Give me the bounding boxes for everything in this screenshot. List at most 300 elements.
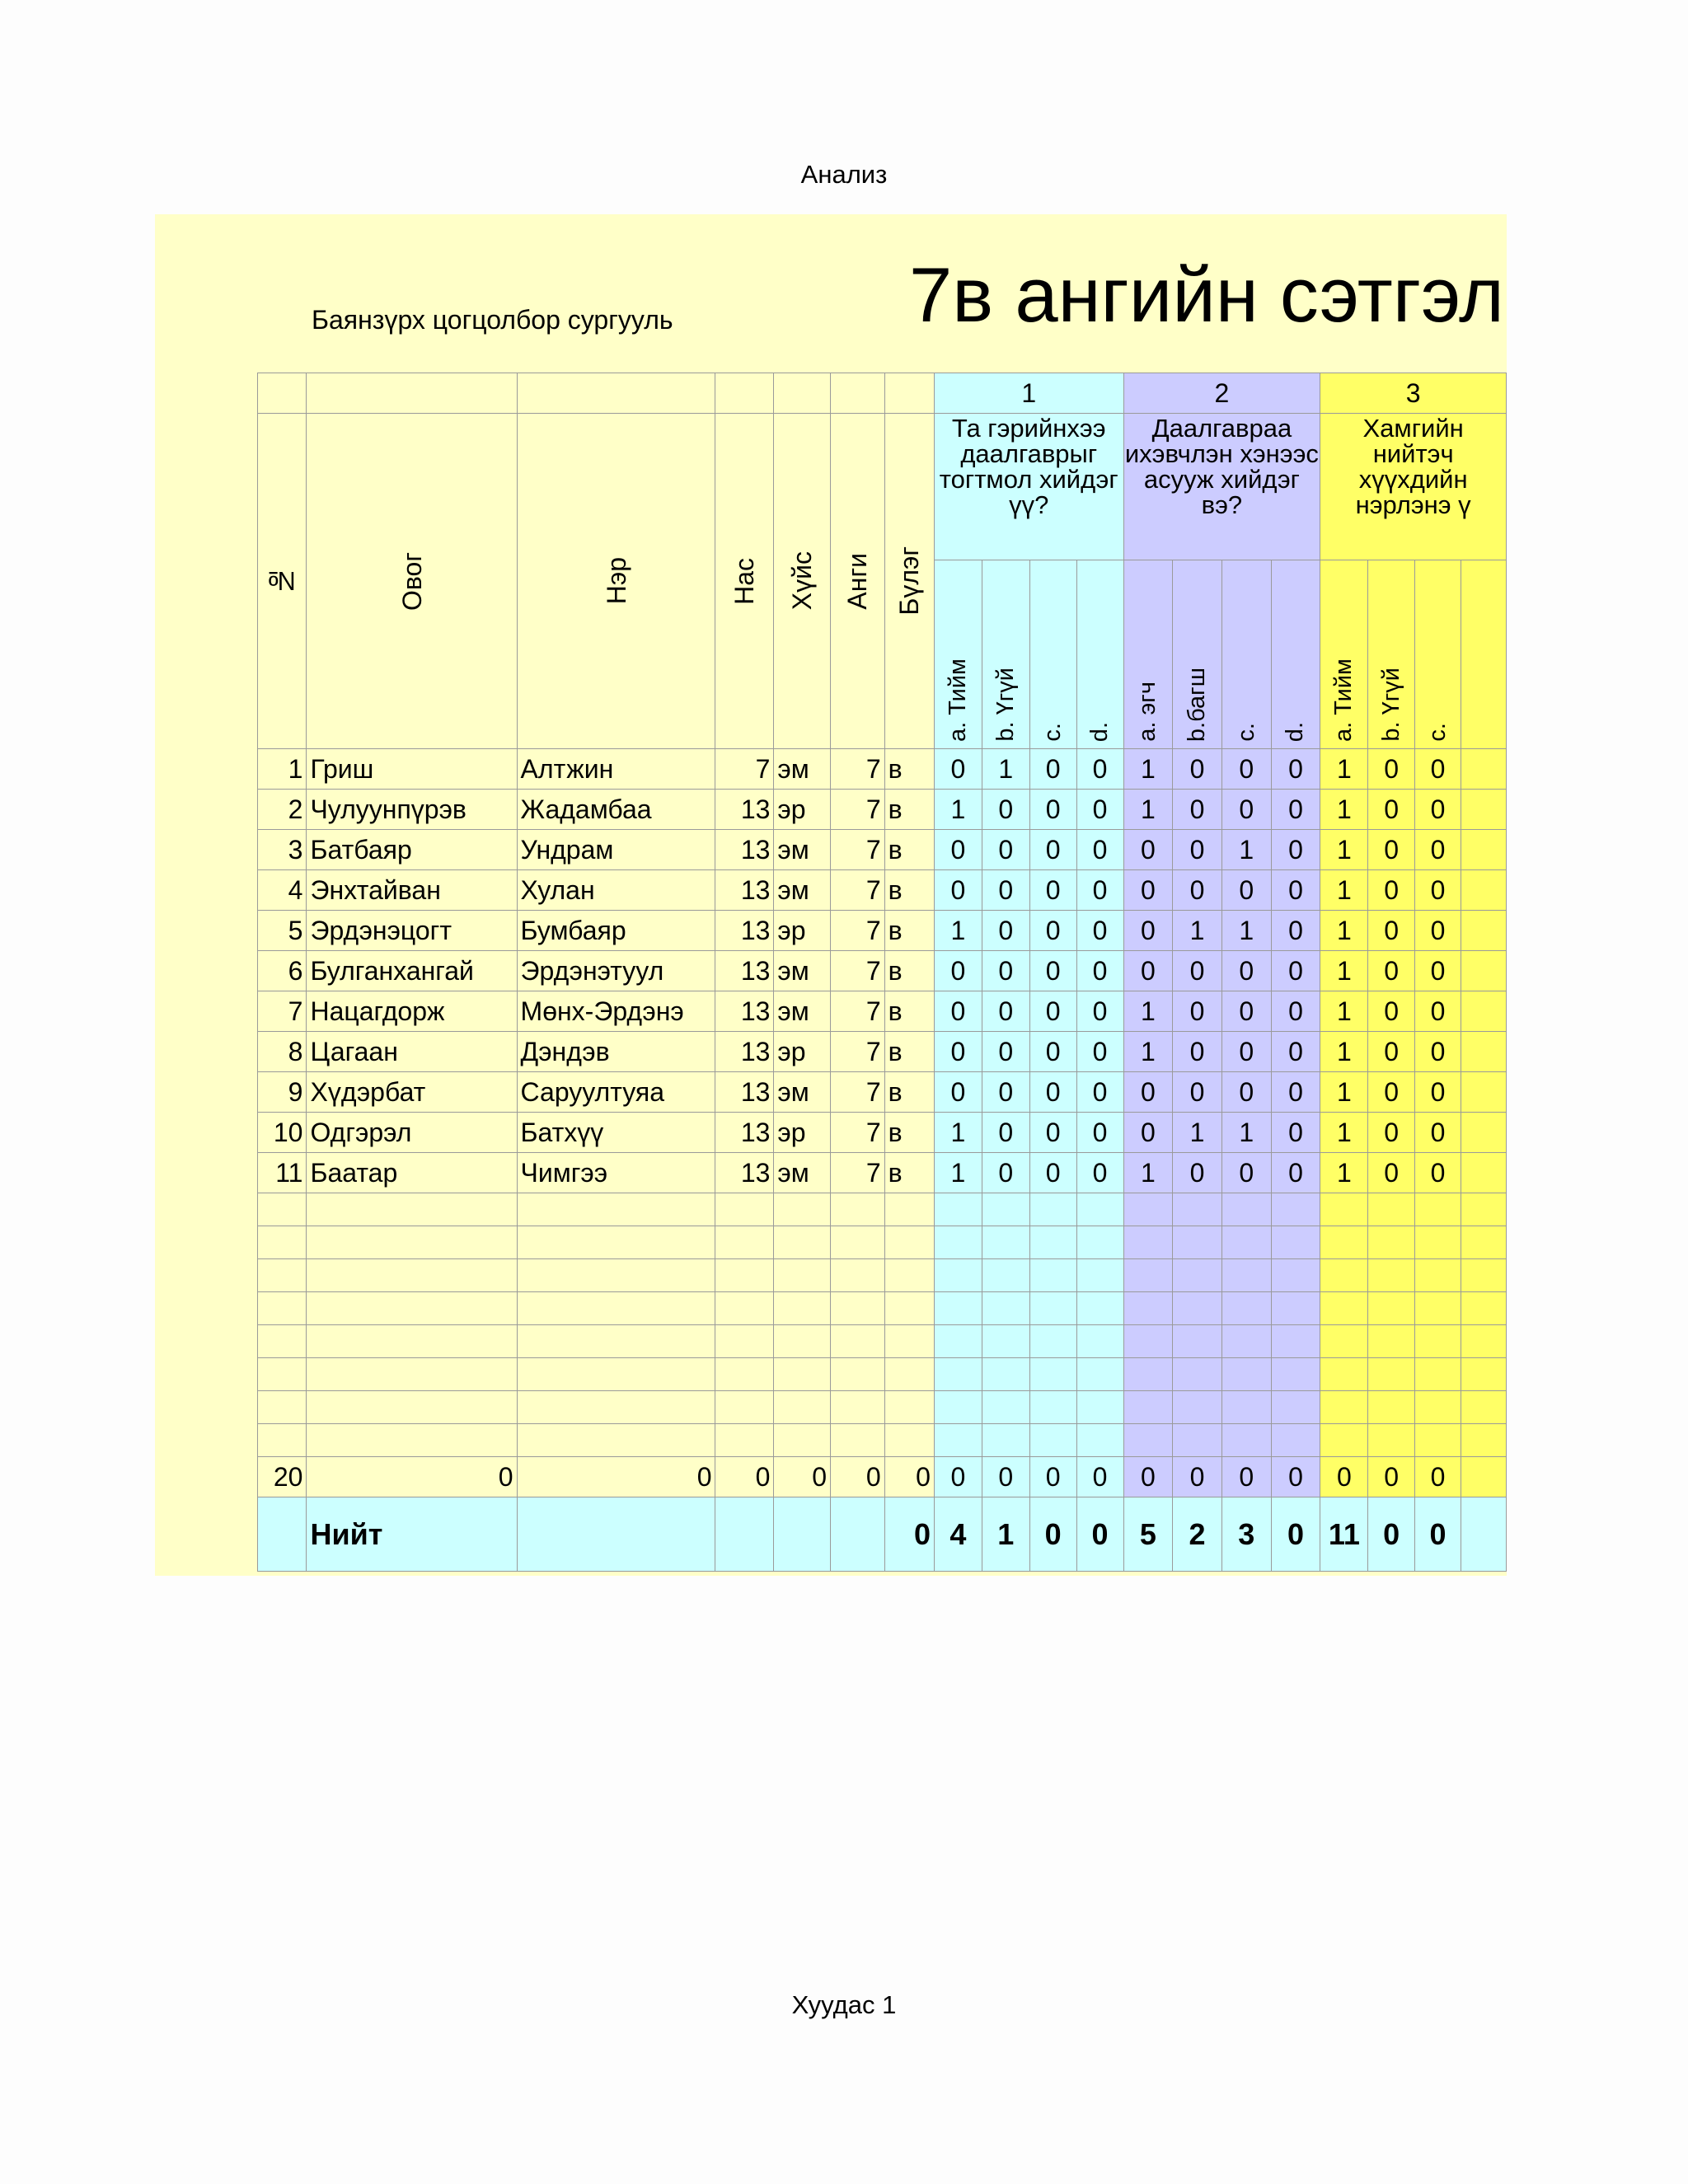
cell-name: Дэндэв [517, 1032, 715, 1072]
cell-q1-1: 0 [982, 790, 1029, 830]
q2-option-d [1271, 560, 1320, 749]
cell-gender: эм [774, 1072, 831, 1113]
cell-q3-0: 1 [1320, 1032, 1368, 1072]
q2-option-a-label: a. эгч [1134, 682, 1161, 742]
q3-option-a [1320, 560, 1368, 749]
empty-cell [982, 1259, 1029, 1292]
empty-cell [1123, 1424, 1173, 1457]
empty-cell [1414, 1325, 1461, 1358]
table-row [258, 951, 1507, 991]
total-q1-1: 1 [982, 1497, 1029, 1572]
empty-row [258, 1325, 1507, 1358]
cell-group: в [884, 951, 934, 991]
empty-cell [982, 1226, 1029, 1259]
cell-q1-3: 0 [1076, 749, 1123, 790]
empty-cell [982, 1292, 1029, 1325]
cell-q3-0: 1 [1320, 1153, 1368, 1193]
cell-q2-1: 0 [1173, 1032, 1222, 1072]
empty-cell [1221, 1292, 1271, 1325]
empty-cell [307, 1391, 517, 1424]
empty-cell [1076, 1424, 1123, 1457]
cell-q2-2: 0 [1221, 951, 1271, 991]
empty-cell [1173, 1358, 1222, 1391]
empty-cell [1368, 1292, 1414, 1325]
cell-q3-extra [1461, 790, 1507, 830]
cell-q1-1: 0 [982, 1153, 1029, 1193]
empty-cell [1320, 1292, 1368, 1325]
q1-number: 1 [934, 373, 1123, 414]
cell-q3-2: 0 [1414, 1457, 1461, 1497]
cell-q2-2: 1 [1221, 911, 1271, 951]
cell-q1-1: 0 [982, 951, 1029, 991]
cell-surname: Энхтайван [307, 870, 517, 911]
cell-age: 13 [715, 1032, 774, 1072]
cell-gender: эм [774, 870, 831, 911]
cell-q2-1: 0 [1173, 1072, 1222, 1113]
empty-cell [307, 1193, 517, 1226]
cell-no: 20 [258, 1457, 307, 1497]
cell-surname: Одгэрэл [307, 1113, 517, 1153]
cell-gender: эр [774, 911, 831, 951]
cell-no: 6 [258, 951, 307, 991]
empty-cell [1461, 1292, 1507, 1325]
empty-cell [1414, 1226, 1461, 1259]
cell-q1-3: 0 [1076, 790, 1123, 830]
empty-cell [307, 1226, 517, 1259]
empty-cell [1271, 1358, 1320, 1391]
cell-q1-2: 0 [1029, 749, 1076, 790]
empty-cell [1414, 1391, 1461, 1424]
cell-q1-3: 0 [1076, 911, 1123, 951]
empty-cell [884, 1226, 934, 1259]
empty-cell [831, 1292, 885, 1325]
empty-cell [831, 1226, 885, 1259]
empty-cell [1368, 1358, 1414, 1391]
cell-q1-2: 0 [1029, 870, 1076, 911]
cell-q3-2: 0 [1414, 790, 1461, 830]
cell-name: 0 [517, 1457, 715, 1497]
cell-q2-0: 0 [1123, 1113, 1173, 1153]
cell-name: Чимгээ [517, 1153, 715, 1193]
empty-cell [1271, 1226, 1320, 1259]
cell-q1-0: 0 [934, 870, 982, 911]
empty-cell [1368, 1391, 1414, 1424]
cell-q1-0: 1 [934, 790, 982, 830]
cell-name: Батхүү [517, 1113, 715, 1153]
cell-q2-1: 1 [1173, 1113, 1222, 1153]
cell-q1-1: 0 [982, 991, 1029, 1032]
empty-cell [258, 1193, 307, 1226]
cell-q3-extra [1461, 951, 1507, 991]
empty-cell [774, 1391, 831, 1424]
empty-cell [774, 1358, 831, 1391]
cell-age: 13 [715, 991, 774, 1032]
cell-q1-3: 0 [1076, 1072, 1123, 1113]
col-header-no [258, 414, 307, 749]
cell-q1-1: 0 [982, 1072, 1029, 1113]
cell-q2-0: 1 [1123, 790, 1173, 830]
cell-q1-3: 0 [1076, 830, 1123, 870]
page-header: Анализ [800, 160, 888, 189]
empty-cell [884, 1424, 934, 1457]
cell-q2-3: 0 [1271, 749, 1320, 790]
cell-name: Мөнх-Эрдэнэ [517, 991, 715, 1032]
total-q2-1: 2 [1173, 1497, 1222, 1572]
empty-cell [517, 1325, 715, 1358]
cell-q1-2: 0 [1029, 1457, 1076, 1497]
empty-cell [517, 1292, 715, 1325]
q2-option-c-label: c. [1232, 723, 1259, 742]
cell-gender: эр [774, 1032, 831, 1072]
empty-cell [1461, 1325, 1507, 1358]
cell-group: в [884, 870, 934, 911]
cell-q3-extra [1461, 749, 1507, 790]
empty-cell [1414, 1358, 1461, 1391]
cell-q3-extra [1461, 911, 1507, 951]
empty-cell [884, 1391, 934, 1424]
empty-cell [307, 1292, 517, 1325]
cell-gender: эм [774, 749, 831, 790]
empty-cell [1271, 1325, 1320, 1358]
cell-no: 2 [258, 790, 307, 830]
cell-q1-0: 1 [934, 1113, 982, 1153]
empty-cell [1173, 1391, 1222, 1424]
q3-number: 3 [1320, 373, 1507, 414]
empty-cell [884, 1292, 934, 1325]
cell-grade: 7 [831, 1032, 885, 1072]
empty-cell [1320, 1358, 1368, 1391]
survey-table [257, 373, 1507, 1572]
cell-q2-0: 1 [1123, 1153, 1173, 1193]
q1-option-b-label: b. Үгүй [992, 668, 1019, 742]
empty-header-cell [715, 373, 774, 414]
cell-surname: Цагаан [307, 1032, 517, 1072]
cell-q2-3: 0 [1271, 790, 1320, 830]
col-header-grade-label: Анги [842, 552, 873, 610]
empty-cell [258, 1424, 307, 1457]
cell-q2-0: 1 [1123, 1032, 1173, 1072]
cell-q2-1: 0 [1173, 830, 1222, 870]
cell-q2-2: 0 [1221, 870, 1271, 911]
total-q1-0: 4 [934, 1497, 982, 1572]
empty-cell [1320, 1226, 1368, 1259]
empty-cell [1461, 1226, 1507, 1259]
cell-group: в [884, 790, 934, 830]
empty-header-cell [307, 373, 517, 414]
total-label: Нийт [307, 1497, 517, 1572]
empty-cell [1173, 1193, 1222, 1226]
empty-cell [774, 1226, 831, 1259]
cell-q1-2: 0 [1029, 1072, 1076, 1113]
cell-q3-1: 0 [1368, 1457, 1414, 1497]
cell-q1-0: 0 [934, 991, 982, 1032]
empty-cell [884, 1325, 934, 1358]
cell-q1-2: 0 [1029, 951, 1076, 991]
table-row [258, 991, 1507, 1032]
cell-surname: Гриш [307, 749, 517, 790]
cell-no: 10 [258, 1113, 307, 1153]
cell-surname: Баатар [307, 1153, 517, 1193]
total-empty-cell [1461, 1497, 1507, 1572]
cell-q2-0: 1 [1123, 749, 1173, 790]
cell-name: Бумбаяр [517, 911, 715, 951]
empty-cell [1221, 1424, 1271, 1457]
empty-cell [715, 1424, 774, 1457]
empty-cell [774, 1193, 831, 1226]
cell-age: 13 [715, 1153, 774, 1193]
cell-group: в [884, 830, 934, 870]
total-q3-2: 0 [1414, 1497, 1461, 1572]
cell-surname: Булганхангай [307, 951, 517, 991]
table-row [258, 1032, 1507, 1072]
cell-no: 4 [258, 870, 307, 911]
empty-cell [982, 1193, 1029, 1226]
cell-q3-1: 0 [1368, 911, 1414, 951]
empty-cell [1461, 1193, 1507, 1226]
cell-q2-3: 0 [1271, 991, 1320, 1032]
cell-no: 3 [258, 830, 307, 870]
empty-cell [517, 1193, 715, 1226]
cell-q3-2: 0 [1414, 830, 1461, 870]
empty-row [258, 1193, 1507, 1226]
cell-q2-1: 0 [1173, 991, 1222, 1032]
cell-q1-0: 1 [934, 911, 982, 951]
empty-cell [884, 1358, 934, 1391]
cell-name: Жадамбаа [517, 790, 715, 830]
cell-q3-1: 0 [1368, 1032, 1414, 1072]
empty-cell [1123, 1325, 1173, 1358]
empty-cell [934, 1424, 982, 1457]
empty-cell [774, 1424, 831, 1457]
empty-cell [1221, 1358, 1271, 1391]
empty-cell [982, 1424, 1029, 1457]
empty-cell [258, 1391, 307, 1424]
empty-cell [774, 1292, 831, 1325]
empty-cell [258, 1226, 307, 1259]
empty-cell [1029, 1424, 1076, 1457]
cell-q2-3: 0 [1271, 911, 1320, 951]
empty-cell [307, 1259, 517, 1292]
total-empty-cell [774, 1497, 831, 1572]
empty-cell [258, 1325, 307, 1358]
empty-row [258, 1358, 1507, 1391]
cell-grade: 7 [831, 911, 885, 951]
empty-header-cell [884, 373, 934, 414]
table-row [258, 749, 1507, 790]
cell-q3-0: 1 [1320, 790, 1368, 830]
total-q1-2: 0 [1029, 1497, 1076, 1572]
empty-cell [982, 1358, 1029, 1391]
cell-q2-3: 0 [1271, 951, 1320, 991]
cell-q3-extra [1461, 1153, 1507, 1193]
empty-cell [1320, 1193, 1368, 1226]
empty-header-cell [831, 373, 885, 414]
cell-q3-0: 1 [1320, 911, 1368, 951]
cell-no: 5 [258, 911, 307, 951]
cell-no: 9 [258, 1072, 307, 1113]
q2-number: 2 [1123, 373, 1320, 414]
q1-text: Та гэрийнхээ даалгаврыг тогтмол хийдэг үү? [934, 414, 1123, 560]
q1-option-c-label: c. [1039, 723, 1067, 742]
empty-row [258, 1391, 1507, 1424]
cell-q2-2: 1 [1221, 830, 1271, 870]
table-row [258, 790, 1507, 830]
cell-q1-2: 0 [1029, 1153, 1076, 1193]
empty-cell [258, 1259, 307, 1292]
cell-q3-1: 0 [1368, 749, 1414, 790]
empty-cell [1173, 1325, 1222, 1358]
q3-option-c-label: c. [1423, 723, 1451, 742]
empty-cell [1414, 1259, 1461, 1292]
cell-q1-2: 0 [1029, 830, 1076, 870]
cell-q1-1: 1 [982, 749, 1029, 790]
cell-q2-1: 0 [1173, 749, 1222, 790]
q3-option-extra [1461, 560, 1507, 749]
cell-q3-2: 0 [1414, 951, 1461, 991]
cell-q3-0: 1 [1320, 749, 1368, 790]
empty-cell [1320, 1424, 1368, 1457]
empty-cell [1029, 1325, 1076, 1358]
empty-cell [517, 1259, 715, 1292]
cell-grade: 7 [831, 951, 885, 991]
empty-cell [1123, 1391, 1173, 1424]
empty-row [258, 1292, 1507, 1325]
col-header-grade [831, 414, 885, 749]
empty-cell [1029, 1259, 1076, 1292]
q3-text: Хамгийн нийтэч хүүхдийн нэрлэнэ ү [1320, 414, 1507, 560]
empty-cell [1320, 1391, 1368, 1424]
empty-cell [774, 1325, 831, 1358]
empty-cell [1320, 1325, 1368, 1358]
cell-q2-3: 0 [1271, 1153, 1320, 1193]
cell-q1-3: 0 [1076, 991, 1123, 1032]
empty-cell [934, 1226, 982, 1259]
empty-cell [517, 1226, 715, 1259]
empty-cell [1076, 1193, 1123, 1226]
cell-q2-3: 0 [1271, 1032, 1320, 1072]
empty-cell [1173, 1226, 1222, 1259]
cell-q3-1: 0 [1368, 951, 1414, 991]
q1-option-b [982, 560, 1029, 749]
cell-q3-2: 0 [1414, 1072, 1461, 1113]
cell-q2-0: 0 [1123, 1457, 1173, 1497]
cell-q3-2: 0 [1414, 911, 1461, 951]
empty-cell [1029, 1292, 1076, 1325]
cell-q3-extra [1461, 991, 1507, 1032]
q2-option-d-label: d. [1282, 721, 1309, 742]
empty-cell [517, 1424, 715, 1457]
empty-cell [1368, 1424, 1414, 1457]
cell-age: 13 [715, 1072, 774, 1113]
cell-q1-2: 0 [1029, 1032, 1076, 1072]
cell-q3-0: 1 [1320, 1113, 1368, 1153]
empty-cell [1076, 1391, 1123, 1424]
cell-q2-0: 0 [1123, 951, 1173, 991]
empty-cell [1029, 1226, 1076, 1259]
col-header-no-label: № [267, 566, 298, 596]
cell-q3-0: 1 [1320, 870, 1368, 911]
empty-cell [307, 1325, 517, 1358]
total-q3-0: 11 [1320, 1497, 1368, 1572]
empty-cell [1271, 1391, 1320, 1424]
empty-cell [715, 1358, 774, 1391]
cell-surname: Нацагдорж [307, 991, 517, 1032]
cell-q1-1: 0 [982, 911, 1029, 951]
cell-q1-1: 0 [982, 1113, 1029, 1153]
cell-grade: 7 [831, 830, 885, 870]
cell-gender: эр [774, 790, 831, 830]
cell-no: 11 [258, 1153, 307, 1193]
empty-cell [1271, 1193, 1320, 1226]
table-row [258, 1113, 1507, 1153]
empty-cell [1123, 1226, 1173, 1259]
empty-cell [1173, 1259, 1222, 1292]
empty-cell [1076, 1226, 1123, 1259]
empty-header-cell [517, 373, 715, 414]
cell-q3-extra [1461, 1457, 1507, 1497]
cell-q3-1: 0 [1368, 991, 1414, 1032]
cell-gender: эм [774, 991, 831, 1032]
cell-q2-0: 0 [1123, 911, 1173, 951]
empty-cell [982, 1325, 1029, 1358]
table-row [258, 911, 1507, 951]
empty-cell [831, 1358, 885, 1391]
cell-grade: 7 [831, 790, 885, 830]
empty-row [258, 1259, 1507, 1292]
cell-name: Хулан [517, 870, 715, 911]
cell-q2-2: 0 [1221, 1072, 1271, 1113]
cell-q1-3: 0 [1076, 951, 1123, 991]
empty-cell [1123, 1259, 1173, 1292]
q1-option-c [1029, 560, 1076, 749]
cell-q3-extra [1461, 1113, 1507, 1153]
empty-cell [1414, 1292, 1461, 1325]
cell-q3-1: 0 [1368, 790, 1414, 830]
total-row [258, 1497, 1507, 1572]
cell-gender: 0 [774, 1457, 831, 1497]
empty-cell [982, 1391, 1029, 1424]
empty-cell [307, 1424, 517, 1457]
empty-cell [1029, 1358, 1076, 1391]
empty-cell [1123, 1358, 1173, 1391]
cell-grade: 7 [831, 1153, 885, 1193]
empty-cell [774, 1259, 831, 1292]
table-row [258, 830, 1507, 870]
cell-grade: 7 [831, 1072, 885, 1113]
empty-cell [715, 1325, 774, 1358]
cell-name: Саруултуяа [517, 1072, 715, 1113]
cell-q2-1: 0 [1173, 1153, 1222, 1193]
cell-surname: 0 [307, 1457, 517, 1497]
cell-q3-2: 0 [1414, 870, 1461, 911]
total-empty-cell [831, 1497, 885, 1572]
empty-cell [1173, 1292, 1222, 1325]
spreadsheet-sheet [155, 214, 1507, 1576]
empty-cell [1271, 1424, 1320, 1457]
empty-cell [715, 1391, 774, 1424]
cell-q2-3: 0 [1271, 1113, 1320, 1153]
table-row [258, 870, 1507, 911]
cell-q1-1: 0 [982, 830, 1029, 870]
cell-q3-1: 0 [1368, 1072, 1414, 1113]
empty-row [258, 1226, 1507, 1259]
empty-cell [1221, 1193, 1271, 1226]
page-footer: Хуудас 1 [791, 1990, 897, 2019]
cell-name: Ундрам [517, 830, 715, 870]
col-header-age [715, 414, 774, 749]
empty-cell [831, 1325, 885, 1358]
school-name: Баянзүрх цогцолбор сургууль [312, 305, 673, 335]
